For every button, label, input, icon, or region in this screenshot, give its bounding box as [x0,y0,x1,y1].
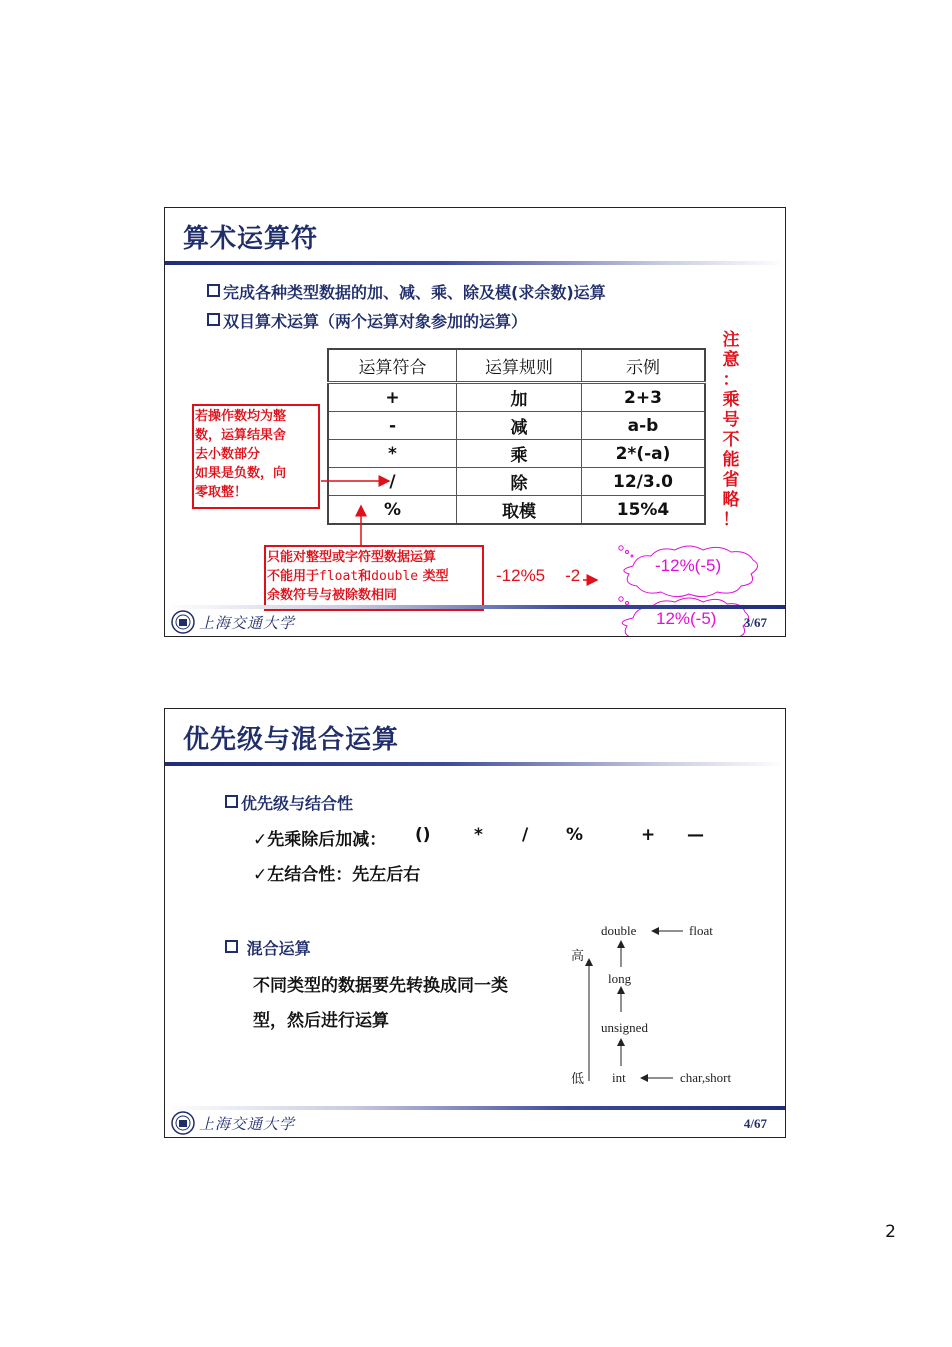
check-icon: ✓ [253,865,268,885]
type-float: float [689,923,713,938]
type-unsigned: unsigned [601,1020,648,1035]
division-note-box: 若操作数均为整 数，运算结果舍 去小数部分 如果是负数，向 零取整！ [192,404,320,509]
slide-page-number: 4/67 [743,1116,767,1131]
table-cell: 取模 [457,496,582,525]
table-cell: a-b [582,412,706,440]
type-int: int [612,1070,626,1085]
modulo-example: -12%5 -2 [496,566,581,585]
table-cell: 15%4 [582,496,706,525]
vertical-note: 注 意 ： 乘 号 不 能 省 略 ！ [722,330,740,530]
table-cell: 12/3.0 [582,468,706,496]
type-long: long [608,971,632,986]
op-paren: () [415,825,431,845]
slide-precedence [164,708,786,1138]
table-cell: / [328,468,457,496]
check-icon: ✓ [253,830,268,850]
op-divide: / [522,825,529,845]
bullet-precedence: 优先级与结合性 [225,791,353,814]
label-low: 低 [571,1071,585,1086]
slide-title: 算术运算符 [183,224,319,254]
slide-arithmetic-operators [164,207,786,637]
check-item-order: ✓先乘除后加减： [253,830,387,850]
university-name: 上海交通大学 [199,613,296,632]
slide-title: 优先级与混合运算 [183,725,400,755]
table-cell: + [328,383,457,412]
university-seal-icon [171,1111,195,1135]
mixed-desc-line2: 型，然后进行运算 [253,1011,389,1031]
header-cell: 运算规则 [457,349,582,383]
table-cell: % [328,496,457,525]
label-high: 高 [571,948,585,963]
table-cell: 除 [457,468,582,496]
table-cell: - [328,412,457,440]
footer-divider [165,1106,785,1110]
table-cell: 加 [457,383,582,412]
check-item-associativity: ✓左结合性：先左后右 [253,865,421,885]
op-minus: — [687,825,704,845]
university-seal-icon [171,610,195,634]
footer-divider [165,605,785,609]
thought-text-2: 12%(-5) [656,609,717,628]
document-page-number: 2 [885,1222,896,1242]
op-multiply: * [474,825,483,845]
header-cell: 运算符合 [328,349,457,383]
table-cell: 2+3 [582,383,706,412]
university-logo [171,610,295,634]
slide-page-number: 3/67 [743,615,767,630]
university-logo [171,1111,295,1135]
table-cell: * [328,440,457,468]
table-cell: 乘 [457,440,582,468]
university-name: 上海交通大学 [199,1114,296,1133]
table-cell: 2*(-a) [582,440,706,468]
bullet-operations: 完成各种类型数据的加、减、乘、除及模(求余数)运算 [207,280,606,303]
type-double: double [601,923,637,938]
mixed-desc-line1: 不同类型的数据要先转换成同一类 [253,976,508,996]
op-modulo: % [566,825,584,845]
op-plus: + [641,825,656,845]
thought-text-1: -12%(-5) [655,556,722,575]
type-char-short: char,short [680,1070,732,1085]
modulo-note-box: 只能对整型或字符型数据运算 不能用于float和double 类型 余数符号与被除数相同 [264,545,484,611]
header-cell: 示例 [582,349,706,383]
bullet-binary: 双目算术运算（两个运算对象参加的运算） [207,309,527,332]
table-cell: 减 [457,412,582,440]
bullet-mixed: 混合运算 [225,936,311,959]
